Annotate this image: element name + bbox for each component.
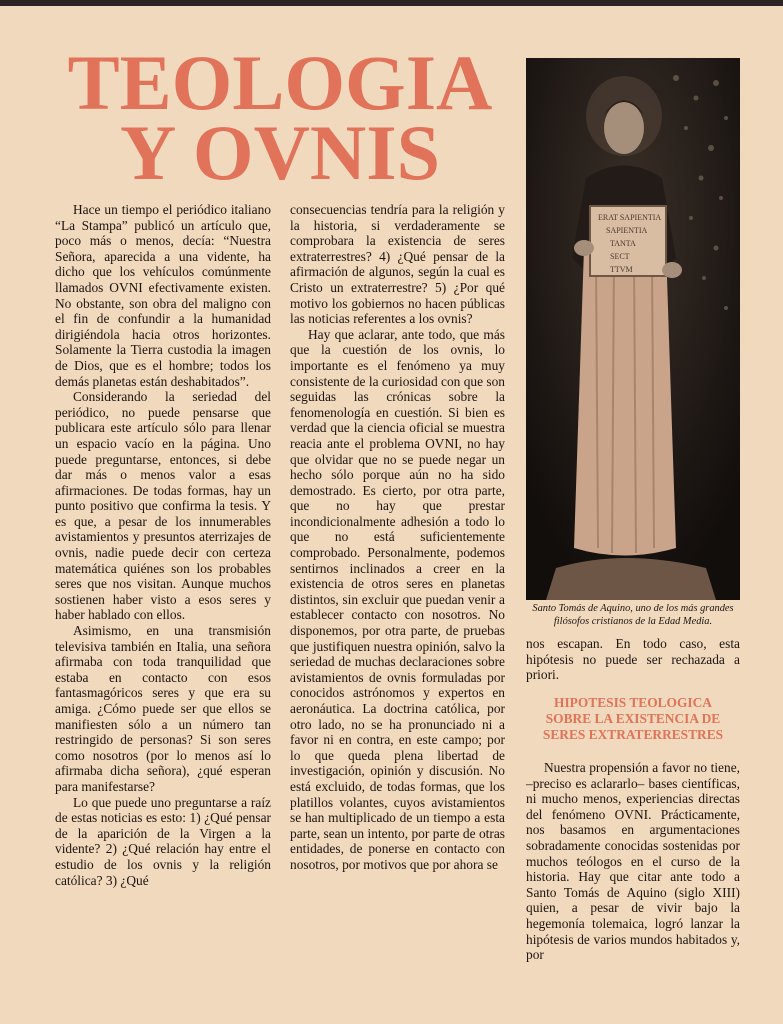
svg-text:ERAT SAPIENTIA: ERAT SAPIENTIA (598, 213, 662, 222)
paragraph: Hace un tiempo el periódico italiano “La Stampa” publicó un artículo que, poco más o menos, decía: “Nuestra Señora, aparecida a una vidente, ha dicho que los vehículos comúnmente llamados OVNI efectivamente existen. No obstante, son obra del maligno con el fin de confundir a la humanidad dirigiéndola hacia otros horizontes. Solamente la Tierra custodia la imagen de Dios, que es el hombre; todos los demás planetas están deshabitados”. (55, 202, 271, 389)
article-title (60, 39, 500, 196)
column-3-bottom (526, 760, 740, 963)
svg-text:TANTA: TANTA (610, 239, 636, 248)
svg-text:SAPIENTIA: SAPIENTIA (606, 226, 648, 235)
top-edge (0, 0, 783, 6)
column-2 (290, 202, 505, 873)
paragraph: Lo que puede uno preguntarse a raíz de estas noticias es esto: 1) ¿Qué pensar de la aparición de la Virgen a la vidente? 2) ¿Qué relación hay entre el estudio de los ovnis y la religión católica? 3) ¿Qué (55, 794, 271, 888)
section-subheading (526, 695, 740, 743)
paragraph: Hay que aclarar, ante todo, que más que la cuestión de los ovnis, lo importante es el fenómeno ya muy consistente de la curiosidad con que son seguidas las crónicas sobre la fenomenología en cuestión. Si bien es verdad que la ciencia oficial se muestra reacia ante el problema OVNI, no hay que olvidar que no se puede negar un hecho sólo porque aún no ha sido demostrado. Es cierto, por otra parte, que no hay que prestar incondicionalmente adhesión a todo lo que no está suficientemente comprobado. Personalmente, podemos sentirnos inclinados a creer en la existencia de otros seres en planetas distintos, sin excluir que puedan venir a establecer contacto con nosotros. No disponemos, por otra parte, de pruebas que justifiquen nuestra opinión, salvo la seriedad de muchas declaraciones sobre avistamientos de ovnis formuladas por conocidos astrónomos y expertos en aeronáutica. La doctrina católica, por otro lado, no se ha pronunciado ni a favor ni en contra, en este campo; por lo que queda plena libertad de investigación, opinión y discusión. No está excluido, de todas formas, que los platillos volantes, cuyos avistamientos se han multiplicado de un tiempo a esta parte, sean un intento, por parte de otras entidades, de ponerse en contacto con nosotros, por motivos que por ahora se (290, 326, 505, 872)
title-line-1: TEOLOGIA (67, 39, 493, 126)
paragraph: Considerando la seriedad del periódico, no puede pensarse que publicara este artículo sólo para llenar un espacio vacío en la página. Uno puede preguntarse, entonces, si debe dar más o menos valor a esas afirmaciones. De todas formas, hay un punto positivo que confirma la tesis. Y es que, a pesar de los innumerables avistamientos y presuntos aterrizajes de ovnis, nadie puede decir con certeza matemática quiénes son los probables seres que nos visitan. Aunque muchos sostienen haber visto a esos seres y haber hablado con ellos. (55, 389, 271, 623)
title-line-2: Y OVNIS (120, 109, 440, 196)
paragraph: nos escapan. En todo caso, esta hipótesis no puede ser rechazada a priori. (526, 636, 740, 683)
saint-thomas-photo (526, 58, 740, 600)
svg-text:SECT: SECT (610, 252, 630, 261)
saint-figure-illustration (526, 58, 740, 600)
paragraph: consecuencias tendría para la religión y la historia, si verdaderamente se comprobara la existencia de seres extraterrestres? 4) ¿Qué pensar de la afirmación de algunos, según la cual es Cristo un extraterrestre? 5) ¿Por qué motivo los gobiernos no hacen públicas las noticias referentes a los ovnis? (290, 202, 505, 327)
subheading-line-2: SOBRE LA EXISTENCIA DE (545, 711, 721, 726)
column-1 (55, 202, 271, 888)
paragraph: Nuestra propensión a favor no tiene, –preciso es aclararlo– bases científicas, ni mucho menos, experiencias directas del fenómeno OVNI. Prácticamente, nos basamos en argumentaciones sobradamente conocidas sostenidas por muchos teólogos en el curso de la historia. Hay que citar ante todo a Santo Tomás de Aquino (siglo XIII) quien, a pesar de vivir bajo la hegemonía tolemaica, logró lanzar la hipótesis de varios mundos habitados y, por (526, 760, 740, 963)
svg-text:TTVM: TTVM (610, 265, 633, 274)
photo-caption: Santo Tomás de Aquino, uno de los más grandes filósofos cristianos de la Edad Media. (532, 603, 734, 627)
column-3-top (526, 636, 740, 683)
subheading-line-3: SERES EXTRATERRESTRES (542, 727, 724, 742)
subheading-line-1: HIPOTESIS TEOLOGICA (554, 695, 712, 710)
paragraph: Asimismo, en una transmisión televisiva también en Italia, una señora afirmaba con toda tranquilidad que estaba en contacto con esos fantasmagóricos seres y que era su amiga. ¿Cómo puede ser que ellos se manifiesten sólo a un número tan restringido de personas? Si son seres como nosotros (por lo menos así lo afirmaba dicha señora), ¿qué esperan para manifestarse? (55, 623, 271, 794)
